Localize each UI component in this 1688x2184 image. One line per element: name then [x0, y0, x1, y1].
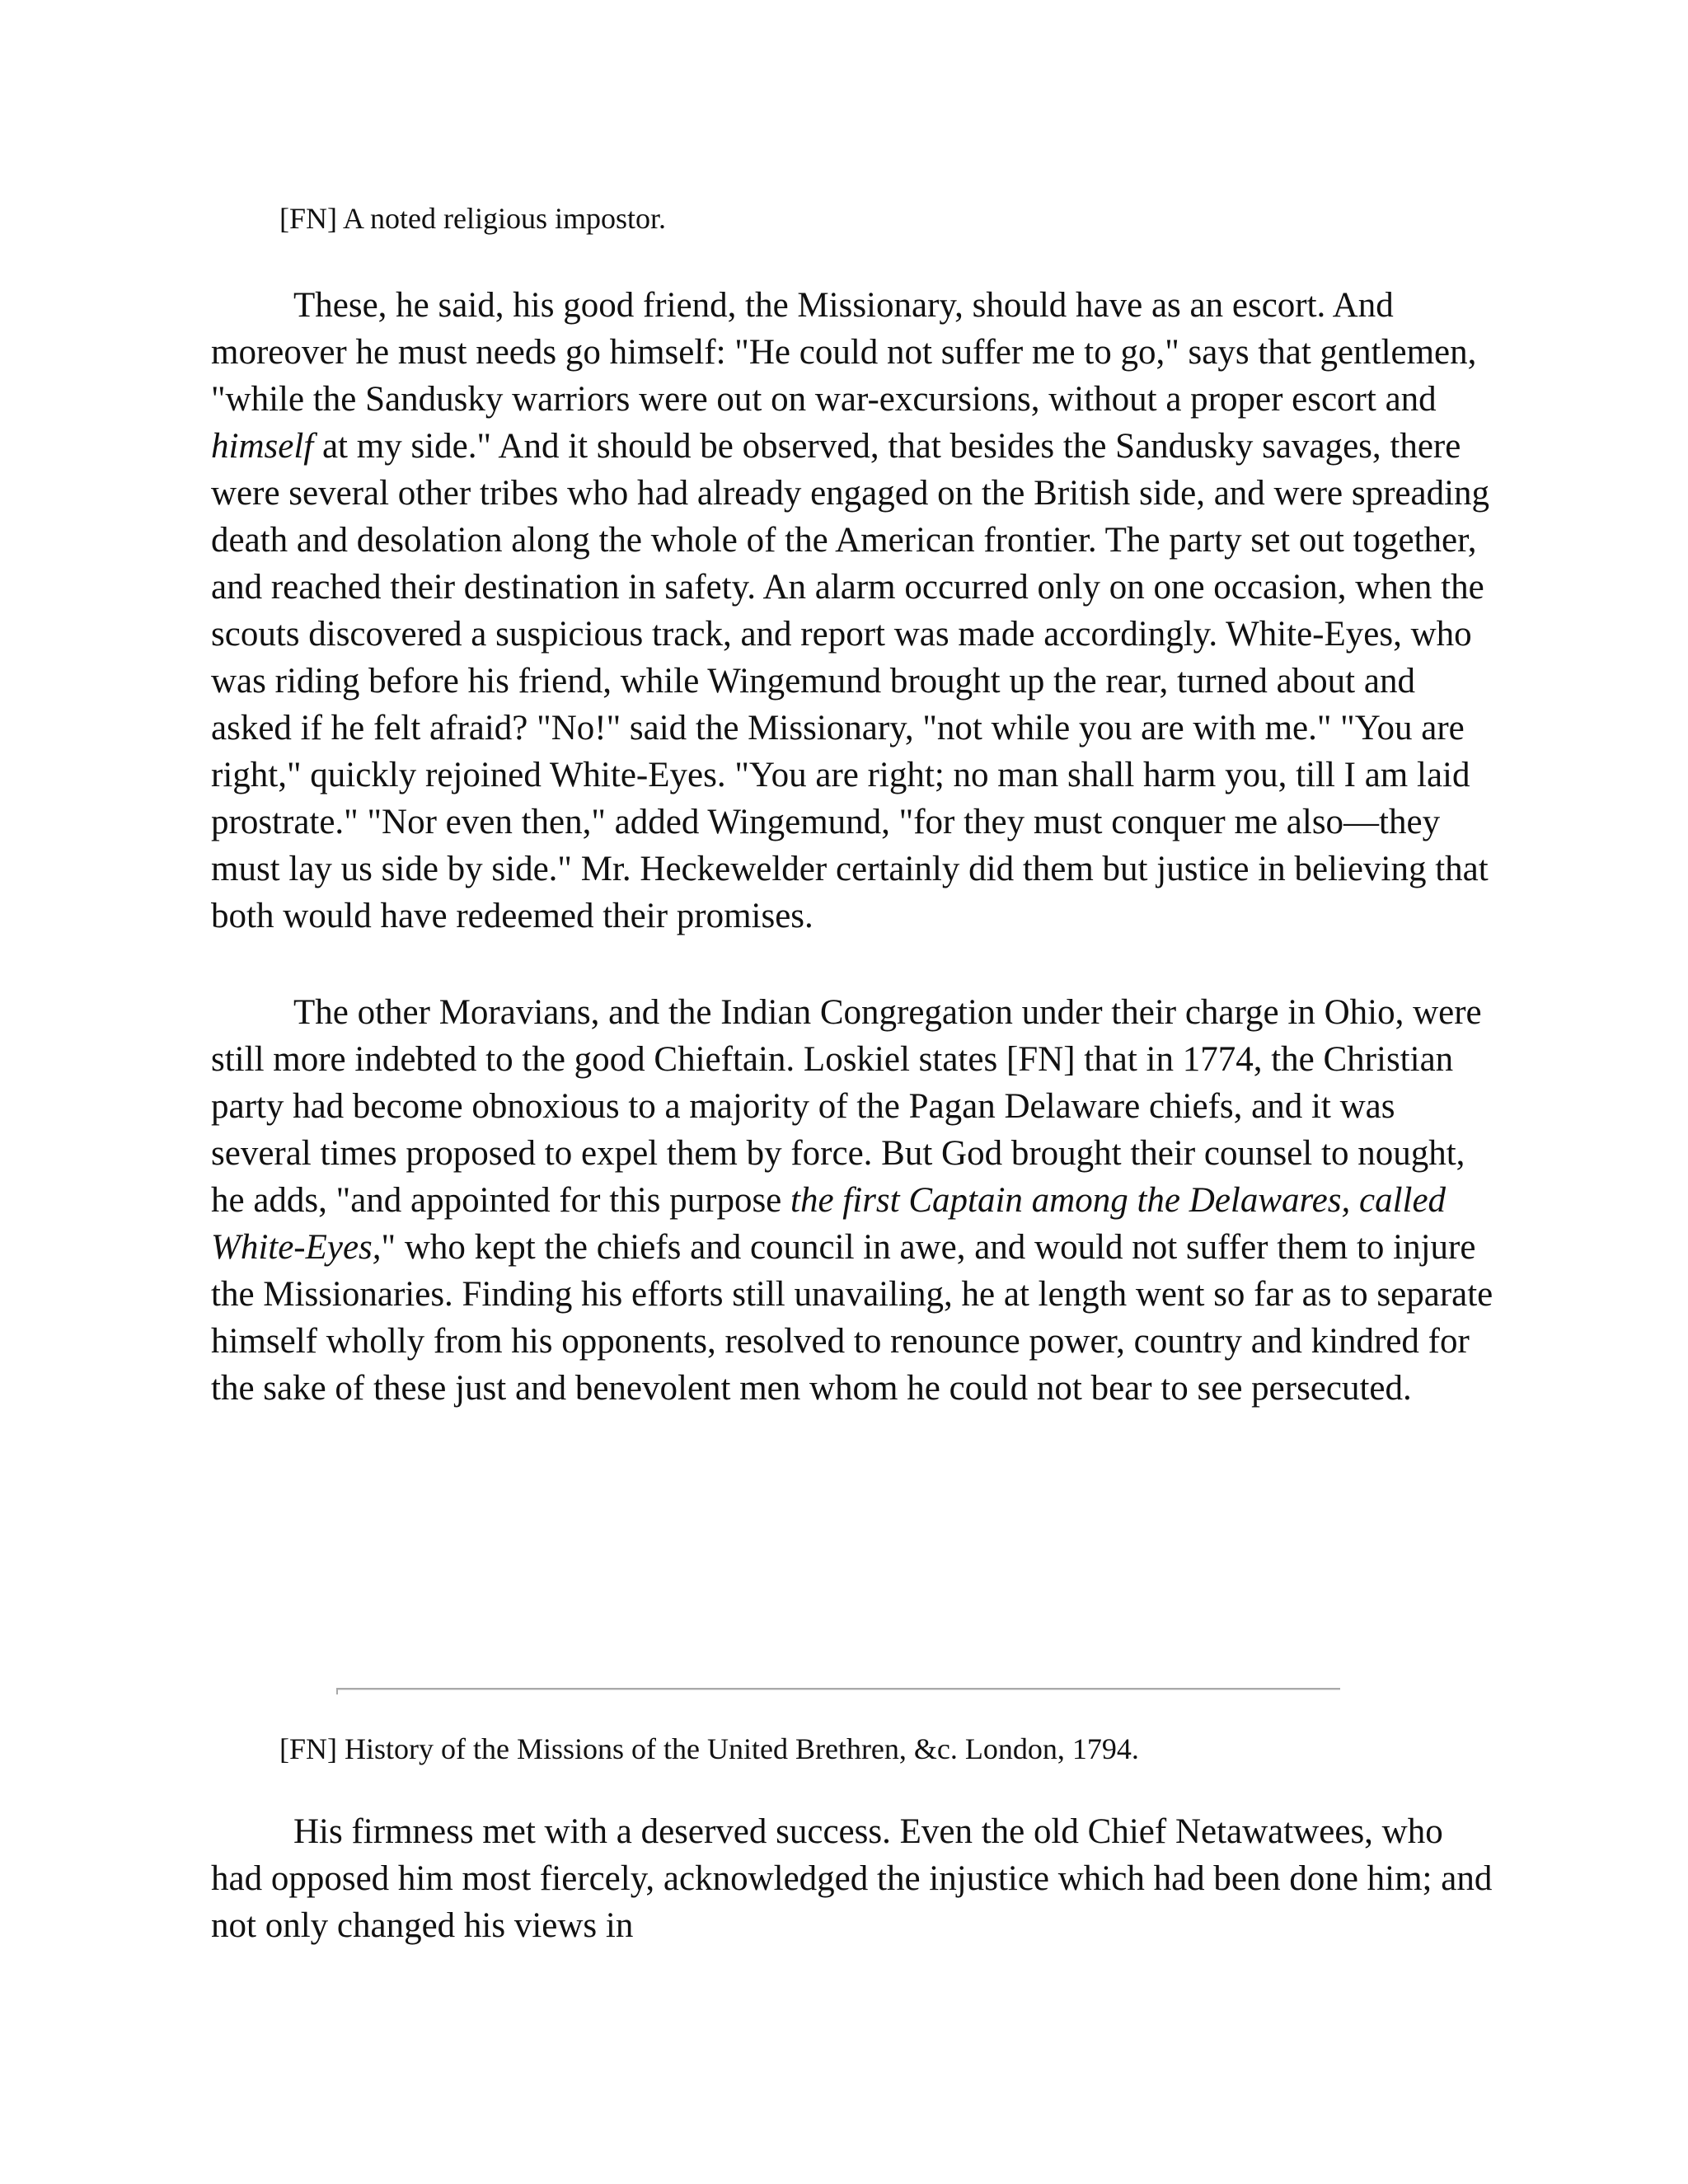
book-page [211, 191, 1497, 1945]
paragraph-firmness: His firmness met with a deserved success. Even the old Chief Netawatwees, who had opposed him most fiercely, acknowledged the injustice which had been done him; and not only changed his views in [211, 1812, 1493, 1945]
paragraph-moravians-text-1: The other Moravians, and the Indian Congregation under their charge in Ohio, were still more indebted to the good Chieftain. Loskiel states [FN] that in 1774, the Christian party had become obnoxious to a majority of the Pagan Delaware chiefs, and it was several times proposed to expel them by force. But God brought their counsel to nought, he adds, "and appointed for this purpose [211, 993, 1482, 1220]
paragraph-escort-text-2: at my side." And it should be observed, that besides the Sandusky savages, there were several other tribes who had already engaged on the British side, and were spreading death and desolation along the whole of the American frontier. The party set out together, and reached their destination in safety. An alarm occurred only on one occasion, when the scouts discovered a suspicious track, and report was made accordingly. White-Eyes, who was riding before his friend, while Wingemund brought up the rear, turned about and asked if he felt afraid? "No!" said the Missionary, "not while you are with me." "You are right," quickly rejoined White-Eyes. "You are right; no man shall harm you, till I am laid prostrate." "Nor even then," added Wingemund, "for they must conquer me also—they must lay us side by side." Mr. Heckewelder certainly did them but justice in believing that both would have redeemed their promises. [211, 427, 1490, 935]
paragraph-escort [211, 282, 1497, 940]
paragraph-escort-italic: himself [211, 427, 314, 466]
paragraph-moravians-italic: the first Captain among the Delawares, called White-Eyes, [211, 1181, 1447, 1267]
paragraph-moravians [211, 989, 1497, 1412]
footnote-divider [336, 1688, 1340, 1690]
footnote-religious-impostor: [FN] A noted religious impostor. [279, 202, 667, 235]
paragraph-escort-text-1: These, he said, his good friend, the Missionary, should have as an escort. And moreover he must needs go himself: "He could not suffer me to go," says that gentlemen, "while the Sandusky warriors were out on war-excursions, without a proper escort and [211, 286, 1477, 419]
footnote-history-of-missions: [FN] History of the Missions of the United Brethren, &c. London, 1794. [279, 1732, 1139, 1765]
paragraph-moravians-text-2: " who kept the chiefs and council in awe, and would not suffer them to injure the Missionaries. Finding his efforts still unavailing, he at length went so far as to separate himself wholly from his opponents, resolved to renounce power, country and kindred for the sake of these just and benevolent men whom he could not bear to see persecuted. [211, 1228, 1493, 1408]
